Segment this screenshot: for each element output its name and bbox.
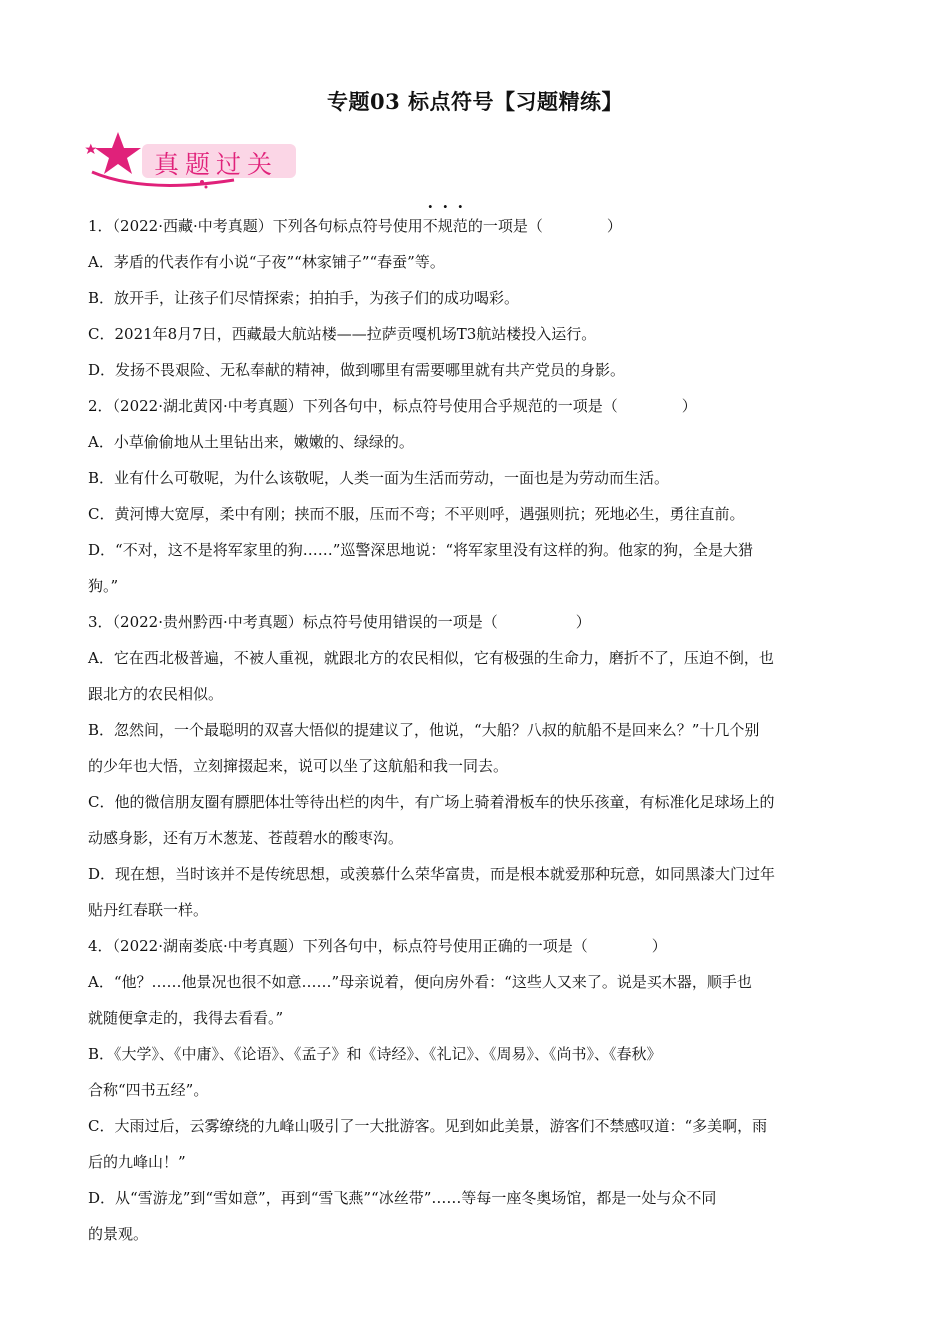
option-b: B．业有什么可敬呢，为什么该敬呢，人类一面为生活而劳动，一面也是为劳动而生活。 bbox=[88, 469, 670, 487]
option-d-continued: 的景观。 bbox=[88, 1225, 149, 1243]
option-d-continued: 贴丹红春联一样。 bbox=[88, 901, 209, 919]
banner-title: 真题过关 bbox=[154, 150, 279, 179]
emphasis-char: 范 bbox=[452, 217, 468, 235]
option-d: D．“不对，这不是将军家里的狗……”巡警深思地说：“将军家里没有这样的狗。他家的狗，全是大猎 bbox=[88, 541, 754, 559]
option-c: C．他的微信朋友圈有膘肥体壮等待出栏的肉牛，有广场上骑着滑板车的快乐孩童，有标准化足球场上的 bbox=[88, 793, 775, 811]
option-a-continued: 跟北方的农民相似。 bbox=[88, 685, 224, 703]
option-c: C．大雨过后，云雾缭绕的九峰山吸引了一大批游客。见到如此美景，游客们不禁感叹道：“多美啊，雨 bbox=[88, 1117, 768, 1135]
option-a: A．小草偷偷地从土里钻出来，嫩嫩的、绿绿的。 bbox=[88, 433, 414, 451]
emphasis-char: 不 bbox=[422, 217, 438, 235]
question-stem: 3．（2022·贵州黔西·中考真题）标点符号使用错误的一项是（ ） bbox=[88, 613, 591, 631]
emphasis-char: 规 bbox=[437, 217, 453, 235]
option-a-continued: 就随便拿走的，我得去看看。” bbox=[88, 1009, 284, 1027]
question-list bbox=[88, 208, 858, 1252]
option-d: D．现在想，当时该并不是传统思想，或羡慕什么荣华富贵，而是根本就爱那种玩意，如同黑漆大门过年 bbox=[88, 865, 776, 883]
option-c-continued: 后的九峰山！” bbox=[88, 1153, 186, 1171]
option-c-continued: 动感身影，还有万木葱茏、苍葭碧水的酸枣沟。 bbox=[88, 829, 404, 847]
option-b-continued: 合称“四书五经”。 bbox=[88, 1081, 209, 1099]
question-stem: 4．（2022·湖南娄底·中考真题）下列各句中，标点符号使用正确的一项是（ ） bbox=[88, 937, 667, 955]
option-b: B．放开手，让孩子们尽情探索；拍拍手，为孩子们的成功喝彩。 bbox=[88, 289, 520, 307]
option-d: D．从“雪游龙”到“雪如意”，再到“雪飞燕”“冰丝带”……等每一座冬奥场馆，都是一处与众不同 bbox=[88, 1189, 717, 1207]
question-stem: 1．（2022·西藏·中考真题）下列各句标点符号使用不规范的一项是（ ） bbox=[88, 217, 622, 235]
question-stem: 2．（2022·湖北黄冈·中考真题）下列各句中，标点符号使用合乎规范的一项是（ ） bbox=[88, 397, 697, 415]
page-title: 专题03 标点符号【习题精练】 bbox=[326, 89, 624, 114]
section-banner bbox=[84, 128, 304, 192]
option-a: A．它在西北极普遍，不被人重视，就跟北方的农民相似，它有极强的生命力，磨折不了，压迫不倒，也 bbox=[88, 649, 774, 667]
option-b: B．忽然间，一个最聪明的双喜大悟似的提建议了，他说，“大船？八叔的航船不是回来么？”十几个别 bbox=[88, 721, 760, 739]
option-d-continued: 狗。” bbox=[88, 577, 119, 595]
option-b-continued: 的少年也大悟，立刻撺掇起来，说可以坐了这航船和我一同去。 bbox=[88, 757, 509, 775]
option-d: D．发扬不畏艰险、无私奉献的精神，做到哪里有需要哪里就有共产党员的身影。 bbox=[88, 361, 626, 379]
option-c: C．2021年8月7日，西藏最大航站楼——拉萨贡嘎机场T3航站楼投入运行。 bbox=[88, 325, 597, 343]
option-b: B．《大学》、《中庸》、《论语》、《孟子》和《诗经》、《礼记》、《周易》、《尚书》、《春秋》 bbox=[88, 1045, 662, 1063]
option-a: A．“他？……他景况也很不如意……”母亲说着，便向房外看：“这些人又来了。说是买木器，顺手也 bbox=[88, 973, 752, 991]
option-c: C．黄河博大宽厚，柔中有刚；挟而不服，压而不弯；不平则呼，遇强则抗；死地必生，勇往直前。 bbox=[88, 505, 745, 523]
option-a: A．茅盾的代表作有小说“子夜”“林家铺子”“春蚕”等。 bbox=[88, 253, 445, 271]
